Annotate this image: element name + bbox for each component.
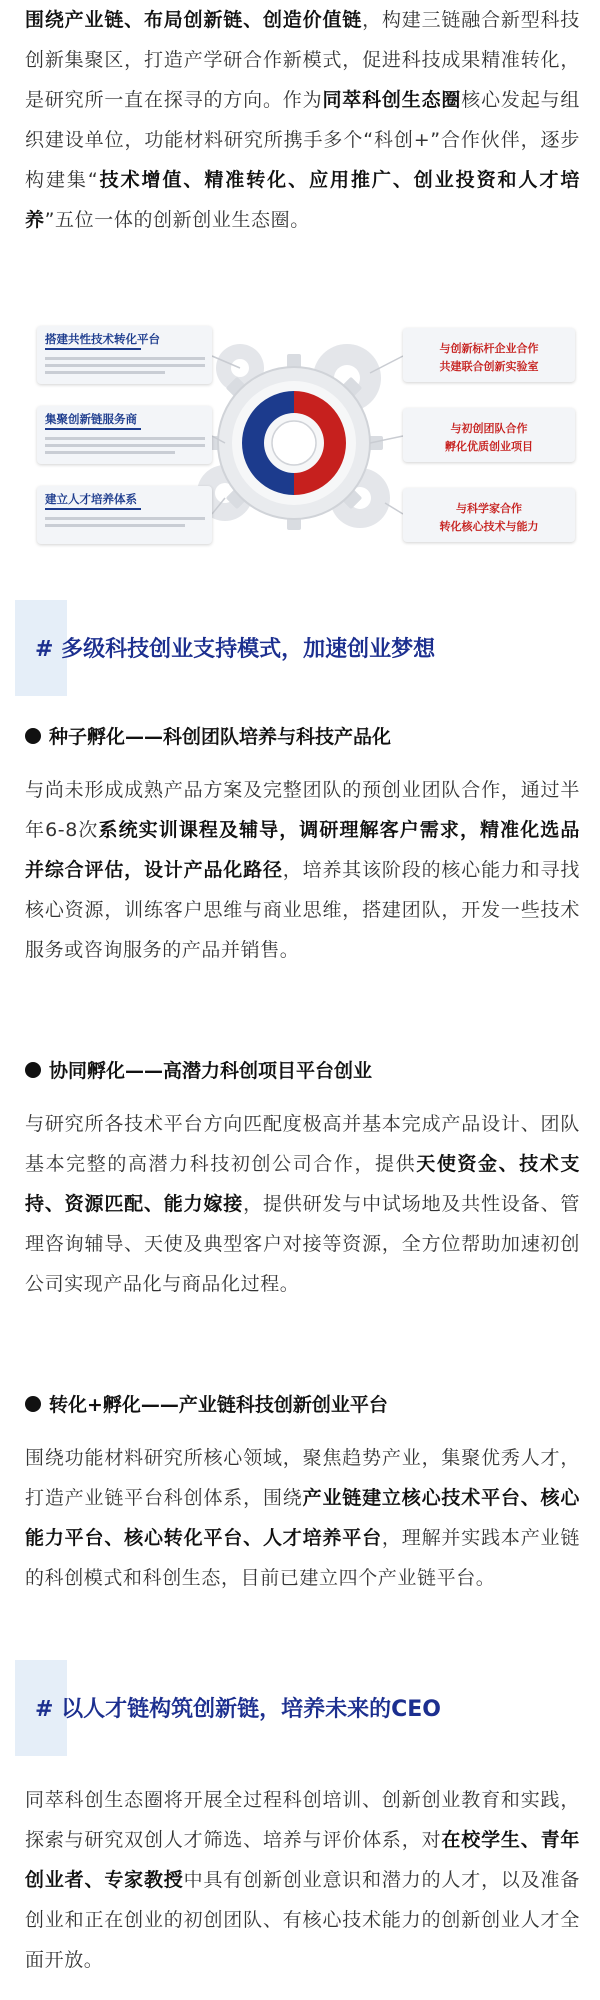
left-item-underline: [45, 508, 141, 510]
section-heading-text: # 以人才链构筑创新链，培养未来的CEO: [35, 1697, 441, 1722]
bullet-dot-icon: [25, 728, 41, 744]
left-item-text-line: [45, 524, 185, 527]
left-item-text-line: [45, 444, 205, 447]
subheading-text: 种子孵化——科创团队培养与科技产品化: [49, 726, 392, 748]
seed-incubation-paragraph: [25, 770, 580, 970]
para-text: 与研究所各技术平台方向匹配度极高并基本完成产品设计、团队基本完整的高潜力科技初创公司合作，提供: [25, 1113, 580, 1175]
intro-text-3: ”五位一体的创新创业生态圈。: [44, 209, 310, 231]
left-item-text-line: [45, 437, 205, 440]
para-text: ，提供研发与中试场地及共性设备、管理咨询辅导、天使及典型客户对接等资源，全方位帮助加速初创公司实现产品化与商品化过程。: [25, 1193, 580, 1295]
left-item-title: 搭建共性技术转化平台: [45, 332, 160, 346]
left-item-service-providers: [37, 406, 212, 464]
intro-text-2: 核心发起与组织建设单位，功能材料研究所携手多个“科创+”合作伙伴，逐步构建集“: [25, 89, 580, 191]
para-bold: 在校学生、青年创业者、专家教授: [25, 1829, 580, 1891]
right-item-line2: 孵化优质创业项目: [445, 440, 533, 453]
section-heading-support-models: [15, 600, 580, 696]
left-item-text-line: [45, 357, 205, 360]
right-item-line1: 与创新标杆企业合作: [439, 342, 539, 355]
intro-bold-2: 同萃科创生态圈: [322, 89, 462, 111]
left-item-talent-system: [37, 486, 212, 544]
left-item-text-line: [45, 364, 205, 367]
collaborative-incubation-paragraph: [25, 1104, 580, 1304]
subheading-seed-incubation: [25, 722, 391, 752]
left-item-underline: [45, 428, 141, 430]
left-item-underline: [45, 348, 141, 350]
left-item-title: 集聚创新链服务商: [45, 412, 137, 426]
para-bold: 天使资金、技术支持、资源匹配、能力嫁接: [25, 1153, 580, 1215]
intro-paragraph: [25, 0, 580, 240]
right-item-line1: 与科学家合作: [456, 502, 522, 515]
para-text: 同萃科创生态圈将开展全过程科创培训、创新创业教育和实践，探索与研究双创人才筛选、培养与评价体系，对: [25, 1789, 580, 1851]
subheading-collaborative-incubation: [25, 1056, 372, 1086]
left-item-title: 建立人才培养体系: [45, 492, 137, 506]
intro-bold-3: 技术增值、精准转化、应用推广、创业投资和人才培养: [25, 169, 580, 231]
talent-chain-paragraph: [25, 1780, 580, 1980]
left-item-text-line: [45, 517, 205, 520]
right-item-startup: [403, 408, 575, 462]
right-item-line2: 转化核心技术与能力: [439, 520, 539, 533]
right-item-enterprise: [403, 328, 575, 382]
intro-bold-1: 围绕产业链、布局创新链、创造价值链: [25, 9, 363, 31]
intro-text-1: ，构建三链融合新型科技创新集聚区，打造产学研合作新模式，促进科技成果精准转化，是研究所一直在探寻的方向。作为: [25, 9, 581, 111]
subheading-transfer-incubation: [25, 1390, 388, 1420]
left-item-text-line: [45, 371, 165, 374]
para-text: ，理解并实践本产业链的科创模式和科创生态，目前已建立四个产业链平台。: [25, 1527, 580, 1589]
left-item-tech-platform: [37, 326, 212, 384]
para-text: 围绕功能材料研究所核心领域，聚焦趋势产业，集聚优秀人才，打造产业链平台科创体系，围绕: [25, 1447, 580, 1509]
right-item-line2: 共建联合创新实验室: [439, 360, 539, 373]
bullet-dot-icon: [25, 1062, 41, 1078]
transfer-incubation-paragraph: [25, 1438, 580, 1598]
subheading-text: 转化+孵化——产业链科技创新创业平台: [49, 1394, 388, 1416]
section-heading-talent-chain: [15, 1660, 580, 1756]
ecosystem-infographic: [25, 318, 580, 563]
right-item-line1: 与初创团队合作: [450, 422, 528, 435]
para-bold: 系统实训课程及辅导，调研理解客户需求，精准化选品并综合评估，设计产品化路径: [25, 819, 580, 881]
para-text: 中具有创新创业意识和潜力的人才，以及准备创业和正在创业的初创团队、有核心技术能力的创新创业人才全面开放。: [25, 1869, 580, 1971]
para-bold: 产业链建立核心技术平台、核心能力平台、核心转化平台、人才培养平台: [25, 1487, 580, 1549]
para-text: 与尚未形成成熟产品方案及完整团队的预创业团队合作，通过半年6-8次: [25, 779, 580, 841]
right-item-scientist: [403, 488, 575, 542]
section-heading-text: # 多级科技创业支持模式，加速创业梦想: [35, 637, 436, 662]
para-text: ，培养其该阶段的核心能力和寻找核心资源，训练客户思维与商业思维，搭建团队，开发一些技术服务或咨询服务的产品并销售。: [25, 859, 580, 961]
bullet-dot-icon: [25, 1396, 41, 1412]
left-item-text-line: [45, 451, 175, 454]
subheading-text: 协同孵化——高潜力科创项目平台创业: [49, 1060, 373, 1082]
